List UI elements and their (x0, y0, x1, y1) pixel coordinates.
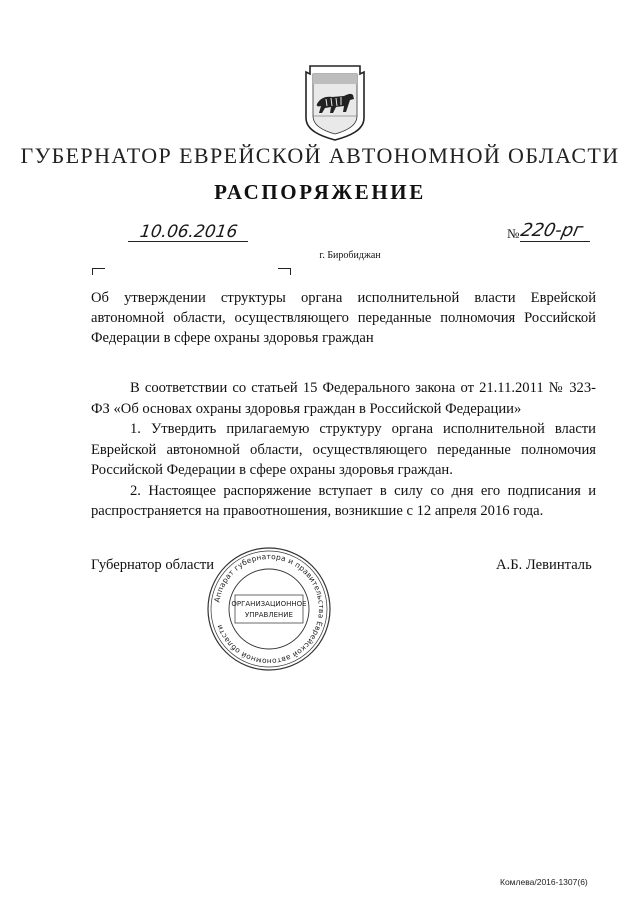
issuer-title: ГУБЕРНАТОР ЕВРЕЙСКОЙ АВТОНОМНОЙ ОБЛАСТИ (20, 143, 620, 168)
number-underline (520, 241, 590, 242)
body-paragraph-item-2: 2. Настоящее распоряжение вступает в силу со дня его подписания и распространяется на правоотношения, возникшие с 12 апреля 2016 года. (91, 482, 596, 519)
signer-name: А.Б. Левинталь (496, 557, 592, 573)
stamp-ring-text: Аппарат губернатора и правительства Еврейской автономной области (212, 551, 327, 667)
stamp-inner-line1: ОРГАНИЗАЦИОННОЕ (231, 600, 307, 608)
document-subject: Об утверждении структуры органа исполнительной власти Еврейской автономной области, осуществляющего переданные полномочия Российской Федерации в сфере охраны здоровья граждан (91, 290, 596, 346)
number-sign: № (507, 226, 520, 241)
date-underline (128, 241, 248, 242)
coat-of-arms-icon (300, 60, 370, 142)
subject-bracket-right (278, 268, 291, 275)
document-type-heading: РАСПОРЯЖЕНИЕ (214, 180, 426, 204)
document-date: 10.06.2016 (138, 222, 239, 242)
body-paragraph-item-1: 1. Утвердить прилагаемую структуру органа исполнительной власти Еврейской автономной области, осуществляющего переданные полномочия Российской Федерации в сфере охраны здоровья граждан. (91, 421, 596, 478)
official-stamp-icon (205, 545, 333, 673)
stamp-inner-line2: УПРАВЛЕНИЕ (245, 611, 293, 619)
city-label: г. Биробиджан (319, 250, 381, 261)
signer-position: Губернатор области (91, 557, 215, 573)
body-paragraph-basis: В соответствии со статьей 15 Федерального закона от 21.11.2011 № 323-ФЗ «Об основах охраны здоровья граждан в Российской Федерации» (91, 380, 596, 417)
document-body (91, 378, 596, 522)
subject-bracket-left (92, 268, 105, 275)
document-number: 220-рг (518, 220, 585, 241)
registration-code: Комлева/2016-1307(6) (500, 877, 588, 887)
